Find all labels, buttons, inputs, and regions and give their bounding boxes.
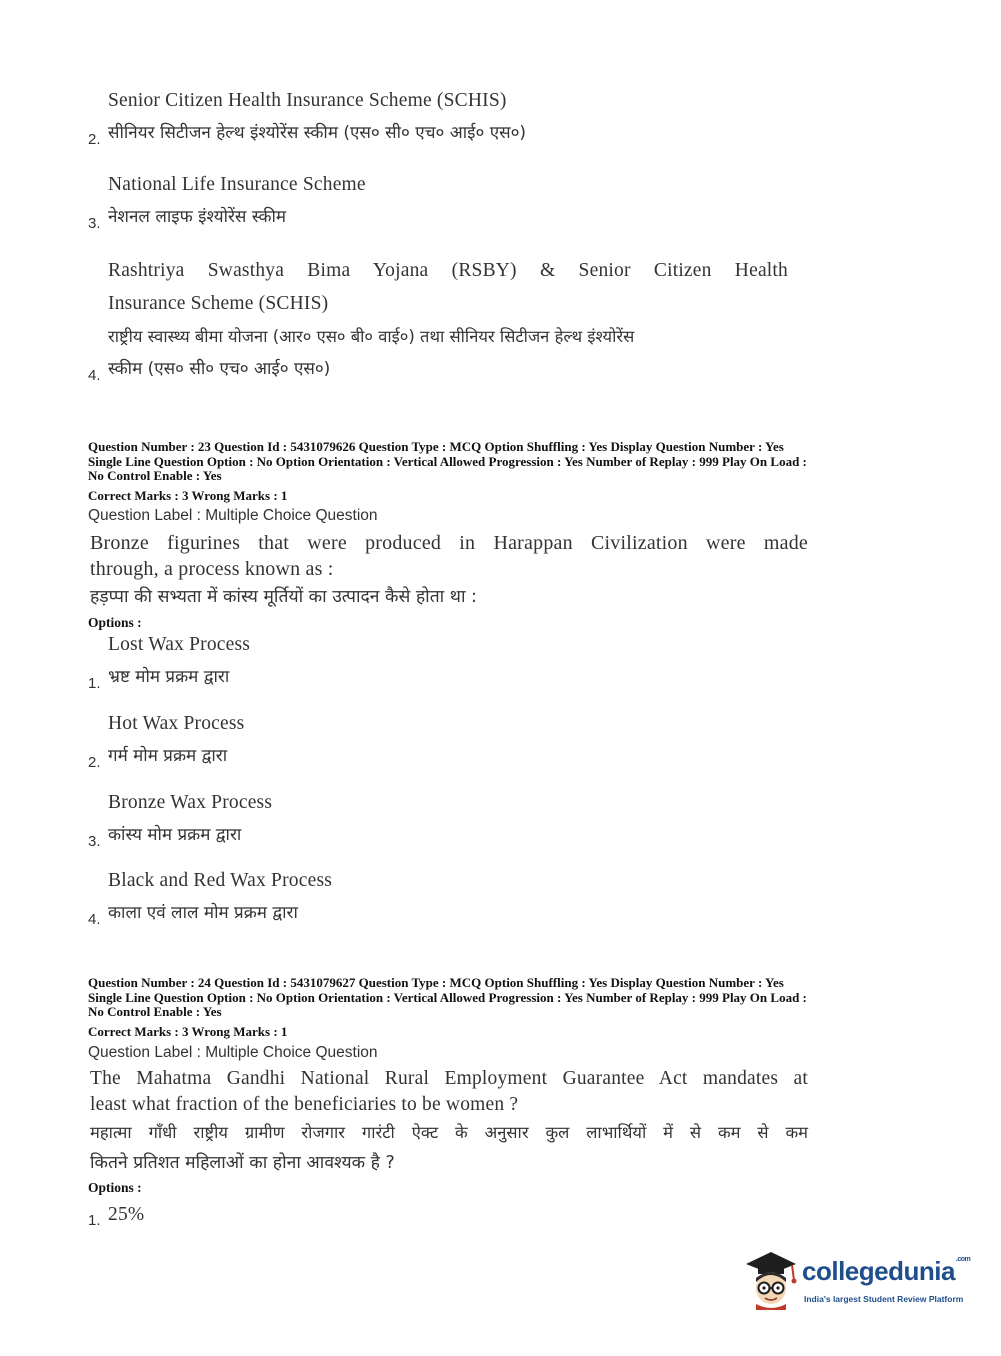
option-text-en-line2: Insurance Scheme (SCHIS): [108, 293, 329, 314]
option-text-en-line1: Rashtriya Swasthya Bima Yojana (RSBY) & Senior Citizen Health: [108, 260, 788, 281]
q23-option-2: [88, 707, 848, 773]
option-text-hi-line1: राष्ट्रीय स्वास्थ्य बीमा योजना (आर० एस० बी० वाई०) तथा सीनियर सिटीजन हेल्थ इंश्योरेंस: [108, 327, 635, 346]
option-text-hi: भ्रष्ट मोम प्रक्रम द्वारा: [108, 667, 230, 687]
question-text-hi: हड़प्पा की सभ्यता में कांस्य मूर्तियों का उत्पादन कैसे होता था :: [90, 587, 477, 607]
q23-option-3: [88, 786, 848, 852]
question-label: Question Label : Multiple Choice Question: [88, 507, 378, 524]
options-title: Options :: [88, 1180, 142, 1195]
prev-option-2: [88, 84, 848, 150]
option-number: 4.: [88, 367, 101, 384]
brand-tagline: India's largest Student Review Platform: [804, 1294, 964, 1304]
question-text-hi-line2: कितने प्रतिशत महिलाओं का होना आवश्यक है ?: [90, 1153, 395, 1173]
option-text-en: National Life Insurance Scheme: [108, 174, 366, 195]
question-label: Question Label : Multiple Choice Question: [88, 1044, 378, 1061]
mascot-icon: [742, 1248, 800, 1310]
option-text-hi: सीनियर सिटीजन हेल्थ इंश्योरेंस स्कीम (एस० सी० एच० आई० एस०): [108, 123, 527, 143]
meta-line: Question Number : 24 Question Id : 5431079627 Question Type : MCQ Option Shuffling : Yes Display Question Number : Yes: [88, 975, 784, 990]
question-text-en-line2: least what fraction of the beneficiaries to be women ?: [90, 1094, 519, 1115]
marks-line: Correct Marks : 3 Wrong Marks : 1: [88, 487, 288, 503]
meta-line: Single Line Question Option : No Option Orientation : Vertical Allowed Progression : Yes Number of Replay : 999 Play On Load :: [88, 453, 807, 469]
question-text-hi-line1: महात्मा गाँधी राष्ट्रीय ग्रामीण रोजगार गारंटी ऐक्ट के अनुसार कुल लाभार्थियों में से कम से कम: [90, 1123, 808, 1142]
prev-option-3: [88, 168, 848, 234]
option-number: 2.: [88, 131, 101, 148]
option-text-hi: कांस्य मोम प्रक्रम द्वारा: [108, 825, 242, 845]
option-text-hi: गर्म मोम प्रक्रम द्वारा: [108, 746, 228, 766]
option-text-hi: काला एवं लाल मोम प्रक्रम द्वारा: [108, 903, 298, 923]
option-text-en: Senior Citizen Health Insurance Scheme (SCHIS): [108, 90, 507, 111]
option-number: 4.: [88, 911, 101, 928]
options-title: Options :: [88, 615, 142, 630]
brand-domain: .com: [955, 1256, 971, 1263]
marks-line: Correct Marks : 3 Wrong Marks : 1: [88, 1023, 288, 1039]
collegedunia-logo: [742, 1248, 972, 1312]
meta-line: Single Line Question Option : No Option Orientation : Vertical Allowed Progression : Yes Number of Replay : 999 Play On Load :: [88, 989, 807, 1005]
option-number: 1.: [88, 675, 101, 692]
option-text-en: Black and Red Wax Process: [108, 870, 333, 891]
meta-line: No Control Enable : Yes: [88, 1004, 222, 1019]
brand-name: collegedunia$^{.com}$: [802, 1256, 971, 1286]
question-23-metadata: [88, 440, 918, 503]
option-text-en: Lost Wax Process: [108, 634, 251, 655]
option-text-hi: नेशनल लाइफ इंश्योरेंस स्कीम: [108, 207, 287, 227]
q23-option-4: [88, 864, 848, 930]
option-text-en: Hot Wax Process: [108, 713, 245, 734]
prev-option-4: [88, 254, 848, 386]
option-text-en: 25%: [108, 1204, 145, 1225]
question-24-metadata: [88, 976, 918, 1039]
question-text-en-line1: Bronze figurines that were produced in Harappan Civilization were made: [90, 532, 808, 554]
option-text-en: Bronze Wax Process: [108, 792, 273, 813]
option-number: 3.: [88, 833, 101, 850]
option-number: 1.: [88, 1212, 101, 1229]
question-24-text: [90, 1066, 808, 1178]
option-number: 3.: [88, 215, 101, 232]
q24-option-1: [88, 1198, 848, 1231]
question-text-en-line2: through, a process known as :: [90, 558, 334, 580]
question-23-text: [90, 530, 808, 612]
option-number: 2.: [88, 754, 101, 771]
q23-option-1: [88, 628, 848, 694]
question-text-en-line1: The Mahatma Gandhi National Rural Employment Guarantee Act mandates at: [90, 1068, 808, 1089]
meta-line: No Control Enable : Yes: [88, 468, 222, 483]
meta-line: Question Number : 23 Question Id : 5431079626 Question Type : MCQ Option Shuffling : Yes Display Question Number : Yes: [88, 439, 784, 454]
option-text-hi-line2: स्कीम (एस० सी० एच० आई० एस०): [108, 359, 331, 379]
